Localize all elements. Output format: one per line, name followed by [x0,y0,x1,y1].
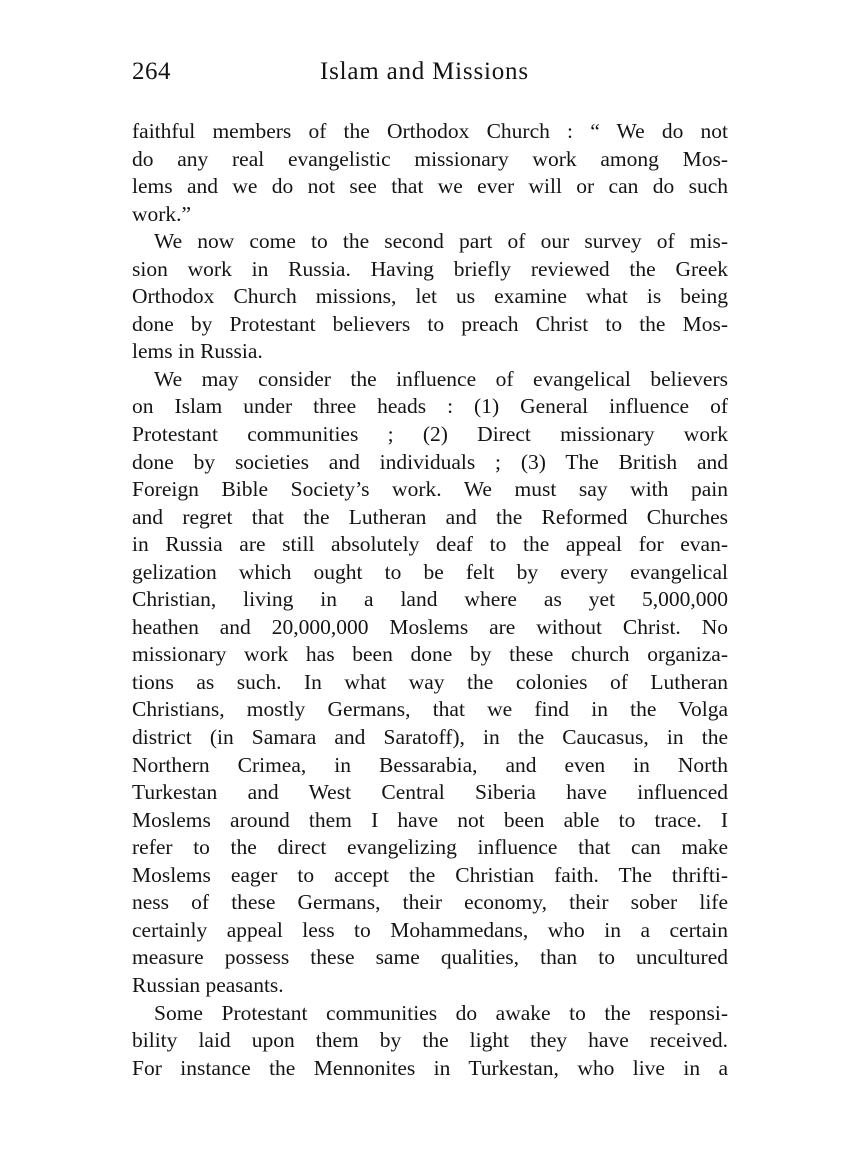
text-line: district (in Samara and Saratoff), in the Caucasus, in the [132,725,728,750]
text-line: Christian, living in a land where as yet 5,000,000 [132,587,728,612]
text-line: sion work in Russia. Having briefly reviewed the Greek [132,256,728,281]
text-line: For instance the Mennonites in Turkestan, who live in a [132,1055,728,1080]
text-line: bility laid upon them by the light they have received. [132,1028,728,1053]
text-line: done by Protestant believers to preach Christ to the Mos- [132,311,728,336]
text-line: certainly appeal less to Mohammedans, who in a certain [132,917,728,942]
page-number: 264 [132,58,171,85]
text-line: We now come to the second part of our survey of mis- [154,229,728,254]
text-line: done by societies and individuals ; (3) The British and [132,449,728,474]
text-line: Foreign Bible Society’s work. We must say with pain [132,477,728,502]
text-line: work.” [132,201,192,226]
text-line: ness of these Germans, their economy, their sober life [132,890,728,915]
text-line: Moslems eager to accept the Christian faith. The thrifti- [132,862,728,887]
text-line: Turkestan and West Central Siberia have influenced [132,780,728,805]
text-line: lems in Russia. [132,339,263,364]
text-line: faithful members of the Orthodox Church : “ We do not [132,119,728,143]
text-line: Moslems around them I have not been able to trace. I [132,807,728,832]
text-line: Northern Crimea, in Bessarabia, and even in North [132,752,728,777]
text-line: Christians, mostly Germans, that we find in the Volga [132,697,728,722]
text-line: heathen and 20,000,000 Moslems are without Christ. No [132,614,728,639]
text-line: We may consider the influence of evangelical believers [154,366,728,391]
text-line: on Islam under three heads : (1) General influence of [132,394,728,419]
text-line: Russian peasants. [132,972,284,997]
page-header [132,58,728,94]
text-line: in Russia are still absolutely deaf to the appeal for evan- [132,532,728,557]
text-line: do any real evangelistic missionary work among Mos- [132,146,728,171]
text-line: lems and we do not see that we ever will or can do such [132,174,728,199]
text-line: Orthodox Church missions, let us examine what is being [132,284,728,309]
body-text [132,118,728,1082]
text-line: refer to the direct evangelizing influence that can make [132,835,728,860]
text-line: tions as such. In what way the colonies of Lutheran [132,669,728,694]
text-line: measure possess these same qualities, than to uncultured [132,945,728,970]
text-line: Protestant communities ; (2) Direct missionary work [132,422,728,447]
text-line: and regret that the Lutheran and the Reformed Churches [132,504,728,529]
text-line: Some Protestant communities do awake to the responsi- [154,1000,728,1025]
running-title: Islam and Missions [320,58,529,85]
text-line: missionary work has been done by these church organiza- [132,642,728,667]
text-line: gelization which ought to be felt by every evangelical [132,559,728,584]
